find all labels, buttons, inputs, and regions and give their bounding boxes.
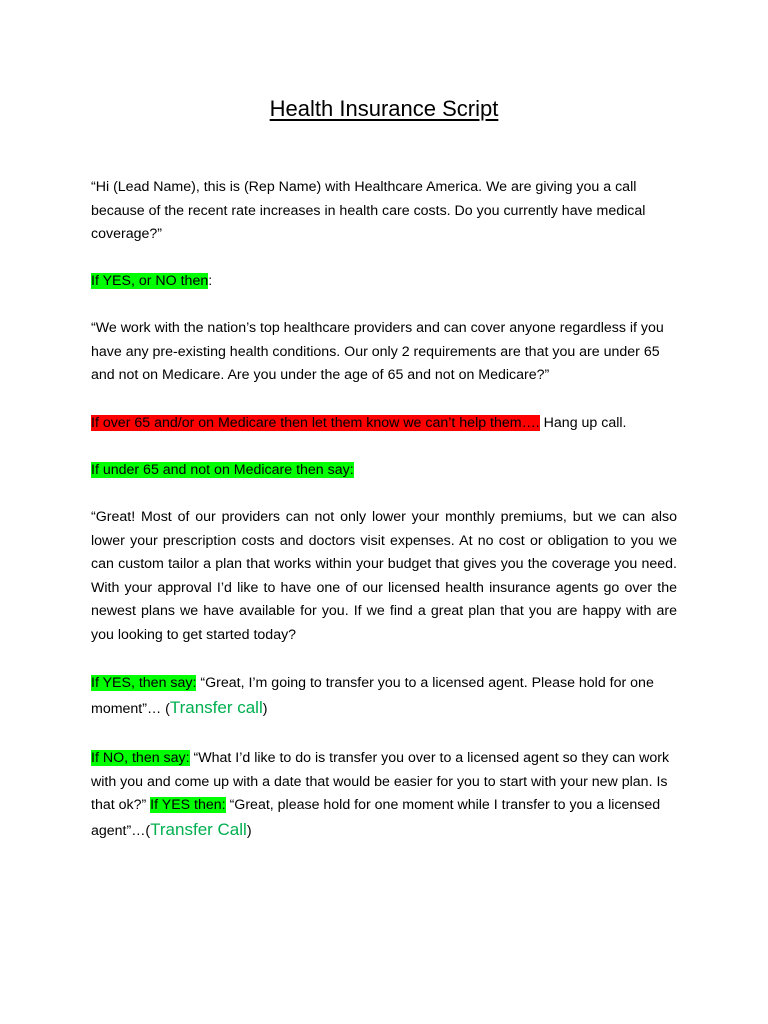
transfer-call-label: Transfer call (169, 697, 263, 717)
intro-paragraph (91, 176, 677, 247)
page-title: Health Insurance Script (269, 96, 499, 121)
cue-if-no: If NO, then say: (91, 750, 190, 766)
hang-up-text: Hang up call. (539, 415, 627, 431)
under65-paragraph (91, 459, 677, 483)
cue-over65: If over 65 and/or on Medicare then let them know we can’t help them…. (91, 415, 540, 431)
over65-paragraph (91, 412, 677, 436)
close-paren: ) (246, 822, 252, 839)
cue-yes-no: If YES, or NO then (91, 273, 209, 289)
cue-yes-no-paragraph (91, 270, 677, 294)
if-no-paragraph (91, 747, 677, 843)
close-paren: ) (262, 700, 268, 717)
intro-text: “Hi (Lead Name), this is (Rep Name) with Healthcare America. We are giving you a call because of the recent rate increases in health care costs. Do you currently have medical coverage?” (91, 179, 646, 242)
if-yes-paragraph (91, 672, 677, 721)
cue-if-yes-then: If YES then: (150, 797, 226, 813)
cue-if-yes: If YES, then say: (91, 675, 197, 691)
yes-quote: “Great, I’m going to transfer you to a licensed agent. Please hold for one moment”… ( (91, 675, 654, 717)
providers-text: “We work with the nation’s top healthcare providers and can cover anyone regardless if you have any pre-existing health conditions. Our only 2 requirements are that you are under 65 and not on Medicare. Are you under the age of 65 and not on Medicare?” (91, 320, 664, 383)
great-paragraph (91, 506, 677, 647)
great-text: “Great! Most of our providers can not only lower your monthly premiums, but we can also lower your prescription costs and doctors visit expenses. At no cost or obligation to you we can custom tailor a plan that works within your budget that gives you the coverage you need. With your approval I’d like to have one of our licensed health insurance agents go over the newest plans we have available for you. If we find a great plan that you are happy with are you looking to get started today? (91, 509, 677, 643)
transfer-call-label: Transfer Call (150, 819, 247, 839)
cue-under65: If under 65 and not on Medicare then say: (91, 462, 354, 478)
hold-quote: “Great, please hold for one moment while I transfer to you a licensed agent”…( (91, 797, 661, 839)
cue-yes-no-colon: : (208, 273, 213, 289)
providers-paragraph (91, 317, 677, 388)
no-quote: “What I’d like to do is transfer you over to a licensed agent so they can work with you and come up with a date that would be easier for you to start with your new plan. Is that ok?” (91, 750, 670, 813)
